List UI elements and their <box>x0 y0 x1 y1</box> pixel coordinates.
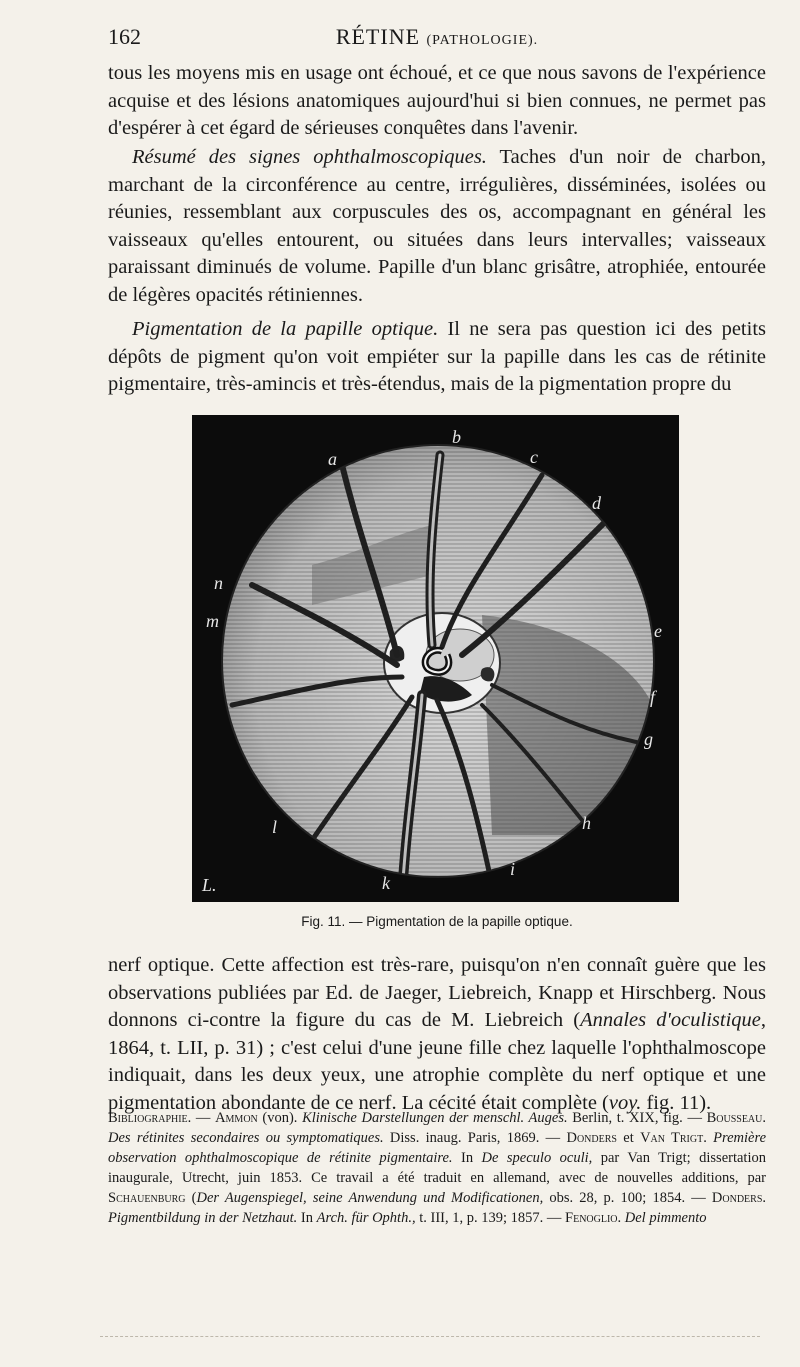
bib-title: Klinische Darstellungen der menschl. Auges. <box>302 1110 568 1126</box>
bib-author: Donders. <box>711 1190 767 1206</box>
voy-abbrev: voy. <box>608 1091 642 1114</box>
journal-title: Annales d'oculistique <box>580 1009 761 1031</box>
bib-text: ( <box>185 1190 197 1206</box>
bib-text: par Van Trigt; dissertation inaugurale, Utrecht, juin 1853. Ce travail a été traduit en allemand, avec de nouvelles additions, par <box>108 1150 766 1186</box>
figure-label-k: k <box>382 873 390 893</box>
nerve-text-a: nerf optique. Cette affection est très-rare, puisqu'on n'en connaît guère que les observations publiées par Ed. de Jaeger, Liebreich, Knapp et Hirschberg. Nous donnons ci-contre la figure du cas de M. Liebreich ( <box>108 954 766 1031</box>
page-header <box>108 24 766 52</box>
figure-11 <box>192 415 679 902</box>
figure-label-a: a <box>328 449 337 469</box>
nerve-text-c: fig. 11). <box>641 1091 712 1114</box>
bib-author: Schauenburg <box>108 1190 186 1206</box>
summary-heading: Résumé des signes ophthalmoscopiques. <box>132 146 487 168</box>
running-title <box>108 24 766 50</box>
figure-label-m: m <box>206 611 219 631</box>
paragraph-pigmentation <box>108 316 766 399</box>
bib-title: Del pimmento <box>624 1210 707 1226</box>
footer-rule <box>100 1336 760 1337</box>
bib-author: Donders <box>566 1130 617 1146</box>
figure-label-c: c <box>530 447 538 467</box>
bib-author: Van Trigt. <box>640 1130 707 1146</box>
bib-text: Berlin, t. XIX, fig. — <box>567 1110 707 1126</box>
paragraph-nerve <box>108 952 766 1117</box>
bib-title: Arch. für Ophth., <box>316 1210 416 1226</box>
figure-label-n: n <box>214 573 223 593</box>
bib-text: t. III, 1, p. 139; 1857. — <box>415 1210 566 1226</box>
figure-caption: Fig. 11. — Pigmentation de la papille optique. <box>301 914 573 929</box>
bib-text: et <box>616 1130 641 1146</box>
pigmentation-body: Il ne sera pas question ici des petits dépôts de pigment qu'on voit empiéter sur la papille dans les cas de rétinite pigmentaire, très-amincis et très-étendus, mais de la pigmentation propre du <box>108 318 766 395</box>
bib-author: Fenoglio. <box>565 1210 622 1226</box>
figure-label-e: e <box>654 621 662 641</box>
summary-body: Taches d'un noir de charbon, marchant de la circonférence au centre, irrégulières, disséminées, isolées ou réunies, ressemblant aux corpuscules des os, accompagnant en général les vaisseaux qu'elles entourent, ou situées dans leurs intervalles; vaisseaux paraissant diminués de volume. Papille d'un blanc grisâtre, atrophiée, entourée de légères opacités rétiniennes. <box>108 146 766 306</box>
figure-label-h: h <box>582 813 591 833</box>
nerve-text-b: , 1864, t. LII, p. 31) ; c'est celui d'une jeune fille chez laquelle l'ophthalmoscope indiquait, dans les deux yeux, une atrophie complète du nerf optique et une pigmentation abondante de ce nerf. La cécité était complète ( <box>108 1009 766 1114</box>
fundus-engraving <box>192 415 679 902</box>
bib-text: — <box>191 1110 216 1126</box>
paragraph-summary <box>108 144 766 309</box>
bib-text: obs. 28, p. 100; 1854. — <box>543 1190 712 1206</box>
bib-author: Ammon <box>215 1110 258 1126</box>
bib-title: Des rétinites secondaires ou symptomatiques. <box>108 1130 384 1146</box>
bib-title: De speculo oculi, <box>481 1150 593 1166</box>
bib-title: Pigmentbildung in der Netzhaut. <box>108 1210 298 1226</box>
figure-label-g: g <box>644 729 653 749</box>
page-number: 162 <box>108 24 141 49</box>
running-title-main: RÉTINE <box>335 24 421 49</box>
figure-label-d: d <box>592 493 601 513</box>
figure-label-l: l <box>272 817 278 837</box>
figure-label-b: b <box>452 427 461 447</box>
paragraph-continuation: tous les moyens mis en usage ont échoué, et ce que nous savons de l'expérience acquise et des lésions anatomiques aujourd'hui si bien connues, ne permet pas d'espérer à cet égard de sérieuses conquêtes dans l'avenir. <box>108 62 766 139</box>
bib-author: Bousseau. <box>706 1110 766 1126</box>
figure-label-i: i <box>510 859 516 879</box>
bib-text: Diss. inaug. Paris, 1869. — <box>383 1130 567 1146</box>
bib-text: (von). <box>257 1110 303 1126</box>
running-title-sub: (PATHOLOGIE). <box>426 33 539 48</box>
bib-title: Der Augenspiegel, seine Anwendung und Modificationen, <box>196 1190 544 1206</box>
figure-label-L: L. <box>202 875 217 895</box>
bib-text: In <box>452 1150 482 1166</box>
bib-text: In <box>297 1210 317 1226</box>
bib-heading: Bibliographie. <box>108 1110 192 1126</box>
figure-label-f: f <box>650 687 656 707</box>
bibliography <box>108 1108 766 1228</box>
bib-title: Première observation ophthalmoscopique de rétinite pigmentaire. <box>108 1130 767 1166</box>
pigmentation-heading: Pigmentation de la papille optique. <box>132 318 439 340</box>
